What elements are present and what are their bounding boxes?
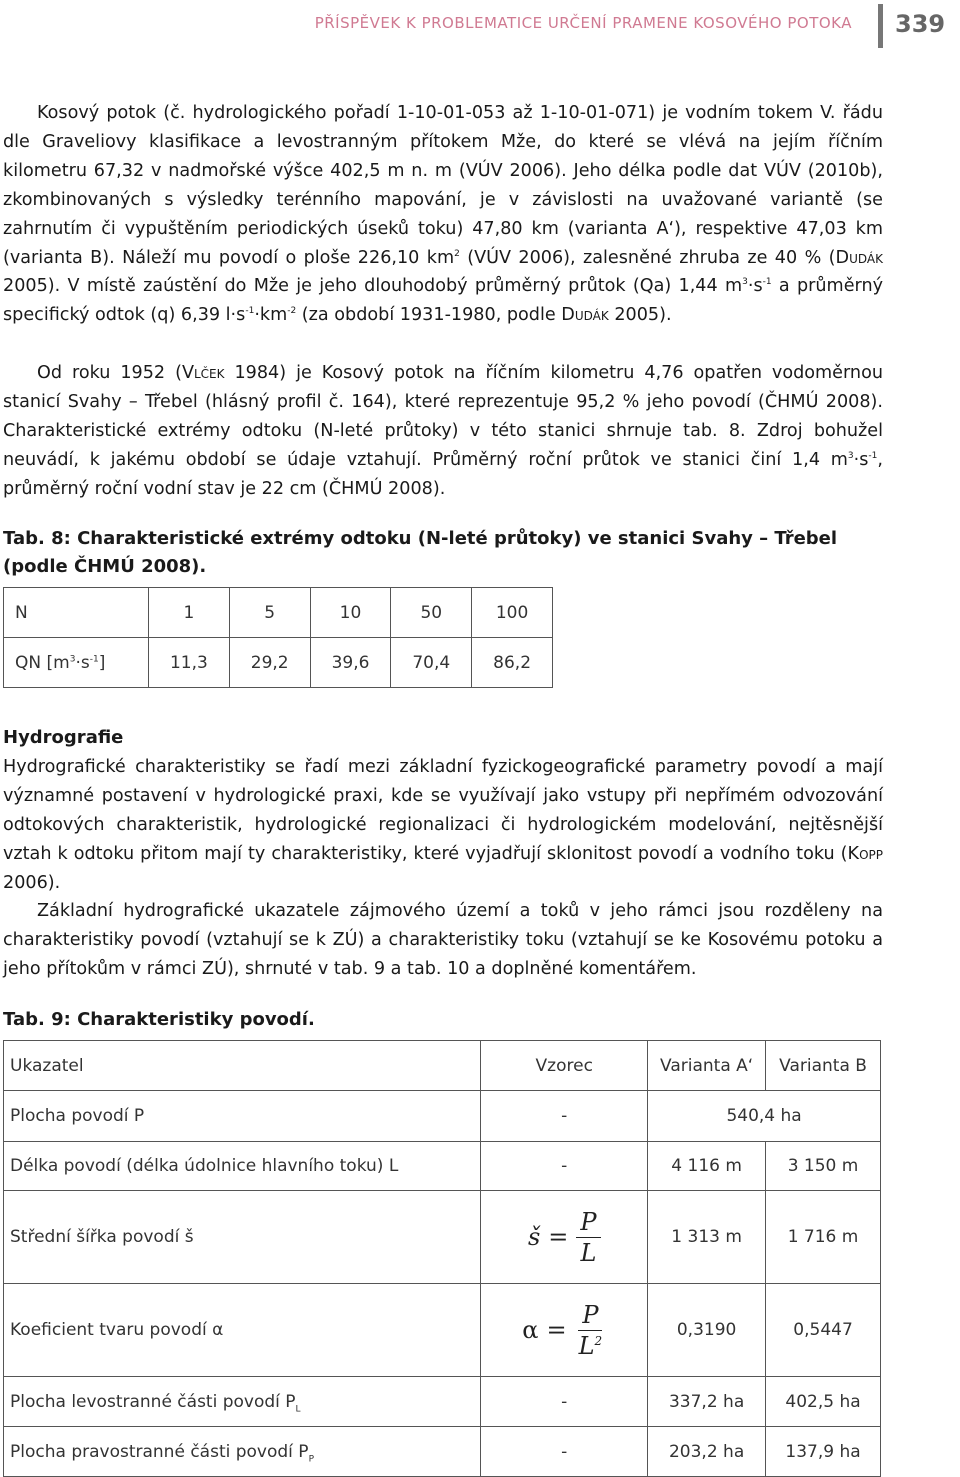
table8 [3,587,553,688]
table-cell: 86,2 [472,638,553,688]
author-citation: Dudák [835,247,883,268]
table-cell: N [4,588,149,638]
table-row [4,1427,881,1477]
page-number: 339 [895,10,946,38]
table-cell: 137,9 ha [766,1427,881,1477]
table-cell: 3 150 m [766,1142,881,1191]
column-header: Varianta A‘ [648,1041,766,1091]
table-cell: Střední šířka povodí š [4,1191,481,1284]
formula-cell [481,1284,648,1377]
table9-caption: Tab. 9: Charakteristiky povodí. [3,1009,315,1030]
table-row [4,1284,881,1377]
width-formula: š = $\frac{P}{L}$ [528,1207,601,1268]
table-cell: 402,5 ha [766,1377,881,1427]
table-row [4,1191,881,1284]
table-cell: Koeficient tvaru povodí α [4,1284,481,1377]
table-cell: 29,2 [229,638,310,688]
paragraph-gauge-station: Od roku 1952 (Vlček 1984) je Kosový potok na říčním kilometru 4,76 opatřen vodoměrnou stanicí Svahy – Třebel (hlásný profil č. 164), které reprezentuje 95,2 % jeho povodí (ČHMÚ 2008). Charakteristické extrémy odtoku (N-leté průtoky) v této stanici shrnuje tab. 8. Zdroj bohužel neuvádí, k jakému období se údaje vztahují. Průměrný roční průtok ve stanici činí 1,4 $m^3\cdot s^{-1}$, průměrný roční vodní stav je 22 cm (ČHMÚ 2008). [3,363,883,499]
table-cell: 0,3190 [648,1284,766,1377]
column-header: Varianta B [766,1041,881,1091]
table-cell: - [481,1427,648,1477]
table-cell: 11,3 [149,638,230,688]
shape-formula: α = $\frac{P}{L^2}$ [522,1300,603,1360]
table-cell: 100 [472,588,553,638]
table-row [4,588,553,638]
table9 [3,1040,881,1477]
table-cell: 337,2 ha [648,1377,766,1427]
paragraph-hydrography: Hydrografické charakteristiky se řadí mezi základní fyzickogeografické parametry povodí a mají významné postavení v hydrologické praxi, kde se využívají jako vstupy při nepřímém odvozování odtokových charakteristik, hydrologické regionalizaci či hydrologickém modelování, nejtěsnější vztah k odtoku přitom mají ty charakteristiky, které vyjadřují sklonitost povodí a vodního toku (Kopp 2006). [3,757,883,893]
table-cell: Délka povodí (délka údolnice hlavního toku) L [4,1142,481,1191]
author-citation: Kopp [847,843,883,864]
column-header: Ukazatel [4,1041,481,1091]
table-row [4,1091,881,1142]
paragraph-hydrography-2: Základní hydrografické ukazatele zájmového území a toků v jeho rámci jsou rozděleny na charakteristiky povodí (vztahují se k ZÚ) a charakteristiky toku (vztahují se ke Kosovému potoku a jeho přítokům v rámci ZÚ), shrnuté v tab. 9 a tab. 10 a doplněné komentářem. [3,901,883,979]
table-cell: - [481,1091,648,1142]
author-citation: Dudák [561,305,609,326]
table-cell: 5 [229,588,310,638]
table-cell: 50 [391,588,472,638]
table-cell: Plocha povodí P [4,1091,481,1142]
header-divider [878,4,883,48]
section-heading: Hydrografie [3,727,124,748]
table8-caption: Tab. 8: Charakteristické extrémy odtoku (N-leté průtoky) ve stanici Svahy – Třebel (podle ČHMÚ 2008). [3,528,838,577]
formula-cell [481,1191,648,1284]
table-cell: 203,2 ha [648,1427,766,1477]
table-row [4,1377,881,1427]
table-cell: 540,4 ha [648,1091,881,1142]
table-cell: 70,4 [391,638,472,688]
table-cell: 39,6 [310,638,391,688]
table-cell: 1 716 m [766,1191,881,1284]
table-cell: 1 313 m [648,1191,766,1284]
table-cell: 10 [310,588,391,638]
paragraph-intro: Kosový potok (č. hydrologického pořadí 1-10-01-053 až 1-10-01-071) je vodním tokem V. řádu dle Graveliovy klasifikace a levostranným přítokem Mže, do které se vlévá na jejím říčním kilometru 67,32 v nadmořské výšce 402,5 m n. m (VÚV 2006). Jeho délka podle dat VÚV (2010b), zkombinovaných s výsledky terénního mapování, je v závislosti na uvažované variantě (se zahrnutím či vypuštěním periodických úseků toku) 47,80 km (varianta A‘), respektive 47,03 km (varianta B). Náleží mu povodí o ploše 226,10 $km^2$ (VÚV 2006), zalesněné zhruba ze 40 % (Dudák 2005). V místě zaústění do Mže je jeho dlouhodobý průměrný průtok (Qa) 1,44 $m^3\cdot s^{-1}$ a průměrný specifický odtok (q) 6,39 $l\cdot s^{-1}\cdot km^{-2}$ (za období 1931-1980, podle Dudák 2005). [3,103,884,326]
table-cell: - [481,1377,648,1427]
table-cell: Plocha pravostranné části povodí $P_P$ [4,1427,481,1477]
column-header: Vzorec [481,1041,648,1091]
table-row [4,638,553,688]
table-cell: 4 116 m [648,1142,766,1191]
table-cell: 0,5447 [766,1284,881,1377]
table-cell: Plocha levostranné části povodí $P_L$ [4,1377,481,1427]
table-cell: QN $[m^3\cdot s^{-1}]$ [4,638,149,688]
table-cell: - [481,1142,648,1191]
table-header-row [4,1041,881,1091]
running-title: PŘÍSPĚVEK K PROBLEMATICE URČENÍ PRAMENE KOSOVÉHO POTOKA [314,14,852,32]
table-row [4,1142,881,1191]
table-cell: 1 [149,588,230,638]
author-citation: Vlček [181,363,225,383]
